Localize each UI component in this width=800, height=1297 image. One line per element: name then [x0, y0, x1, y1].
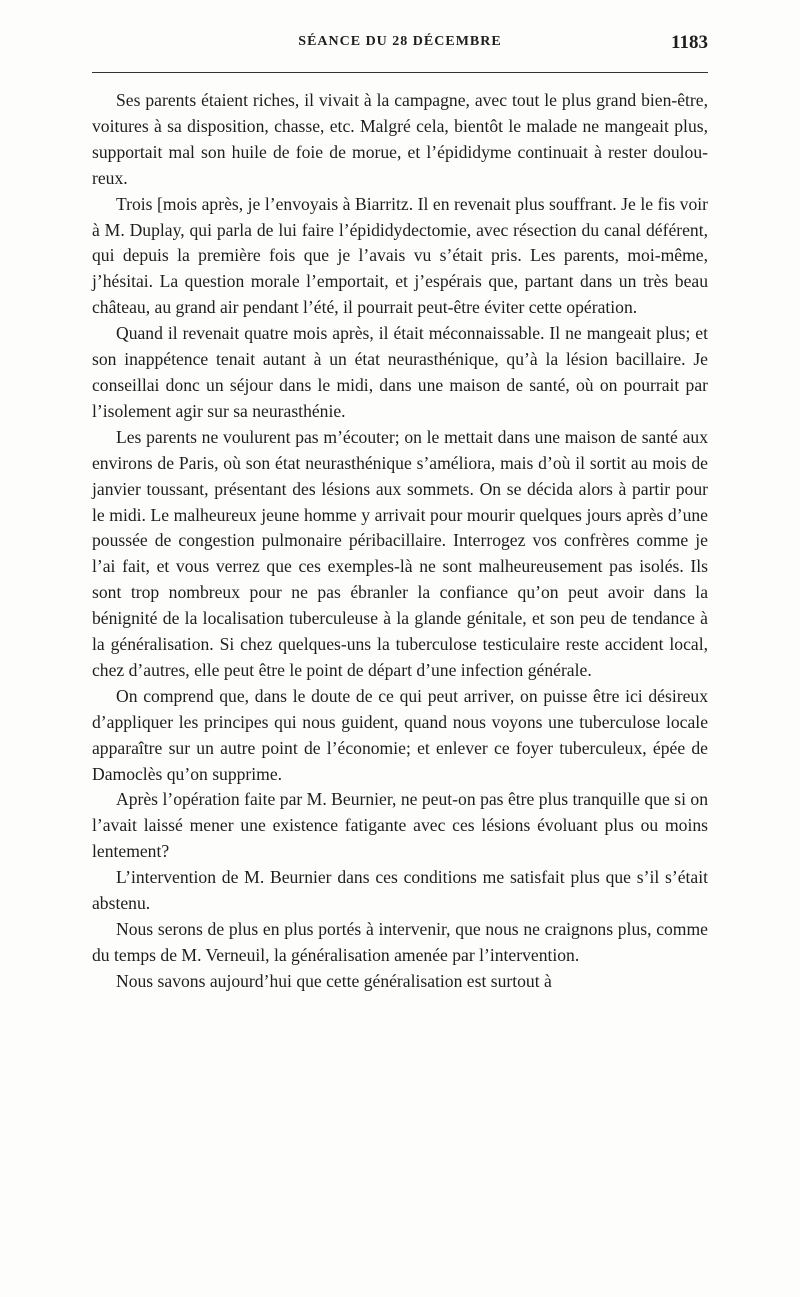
paragraph: Après l’opération faite par M. Beurnier, ne peut-on pas être plus tranquille que si on l’avait laissé mener une existence fatigante avec ces lésions évoluant plus ou moins lentement?: [92, 789, 708, 862]
paragraph: Nous savons aujourd’hui que cette généralisation est surtout à: [116, 970, 552, 991]
running-title: SÉANCE DU 28 DÉCEMBRE: [298, 34, 502, 49]
page-number: 1183: [671, 32, 708, 53]
paragraph: Trois [mois après, je l’envoyais à Biarritz. Il en revenait plus souffrant. Je le fis voir à M. Duplay, qui parla de lui faire l’épididydectomie, avec résection du canal déférent, qui depuis la première fois que je l’avais vu s’était pris. Les parents, moi-même, j’hésitai. La question morale l’emportait, et j’espérais que, partant dans un très beau château, au grand air pendant l’été, il pourrait peut-être éviter cette opération.: [92, 193, 708, 318]
paragraph: Nous serons de plus en plus portés à intervenir, que nous ne craignons plus, comme du temps de M. Verneuil, la généralisation amenée par l’intervention.: [92, 919, 708, 965]
paragraph: L’intervention de M. Beurnier dans ces conditions me satisfait plus que s’il s’était abstenu.: [92, 867, 708, 914]
paragraph: Les parents ne voulurent pas m’écouter; on le mettait dans une maison de santé aux environs de Paris, où son état neurasthénique s’améliora, mais d’où il sortit au mois de janvier toussant, présentant des lésions aux sommets. On se décida alors à partir pour le midi. Le malheureux jeune homme y arrivait pour mourir quelques jours après d’une poussée de congestion pulmonaire péribacillaire. Interrogez vos confrères comme je l’ai fait, et vous verrez que ces exemples-là ne sont malheureusement pas isolés. Ils sont trop nombreux pour ne pas ébranler la confiance qu’on peut avoir dans la bénignité de la localisation tuberculeuse à la glande génitale, et son peu de tendance à la généralisation. Si chez quelques-uns la tuberculose testiculaire reste accident local, chez d’autres, elle peut être le point de départ d’une infection générale.: [92, 426, 708, 680]
paragraph: Quand il revenait quatre mois après, il était méconnaissable. Il ne mangeait plus; et son inappétence tenait autant à un état neurasthénique, qu’à la lésion bacillaire. Je conseillai donc un séjour dans le midi, dans une maison de santé, où on pourrait par l’isolement agir sur sa neurasthénie.: [92, 323, 708, 421]
header-rule: [92, 72, 708, 73]
page-header: [92, 34, 708, 60]
body-text: [92, 88, 708, 995]
paragraph: Ses parents étaient riches, il vivait à la campagne, avec tout le plus grand bien-être, voitures à sa disposition, chasse, etc. Malgré cela, bientôt le malade ne mangeait plus, supportait mal son huile de foie de morue, et l’épididyme continuait à rester douloureux.: [92, 90, 708, 188]
paragraph: On comprend que, dans le doute de ce qui peut arriver, on puisse être ici désireux d’appliquer les principes qui nous guident, quand nous voyons une tuberculose locale apparaître sur un autre point de l’économie; et enlever ce foyer tuberculeux, épée de Damoclès qu’on supprime.: [92, 685, 708, 784]
